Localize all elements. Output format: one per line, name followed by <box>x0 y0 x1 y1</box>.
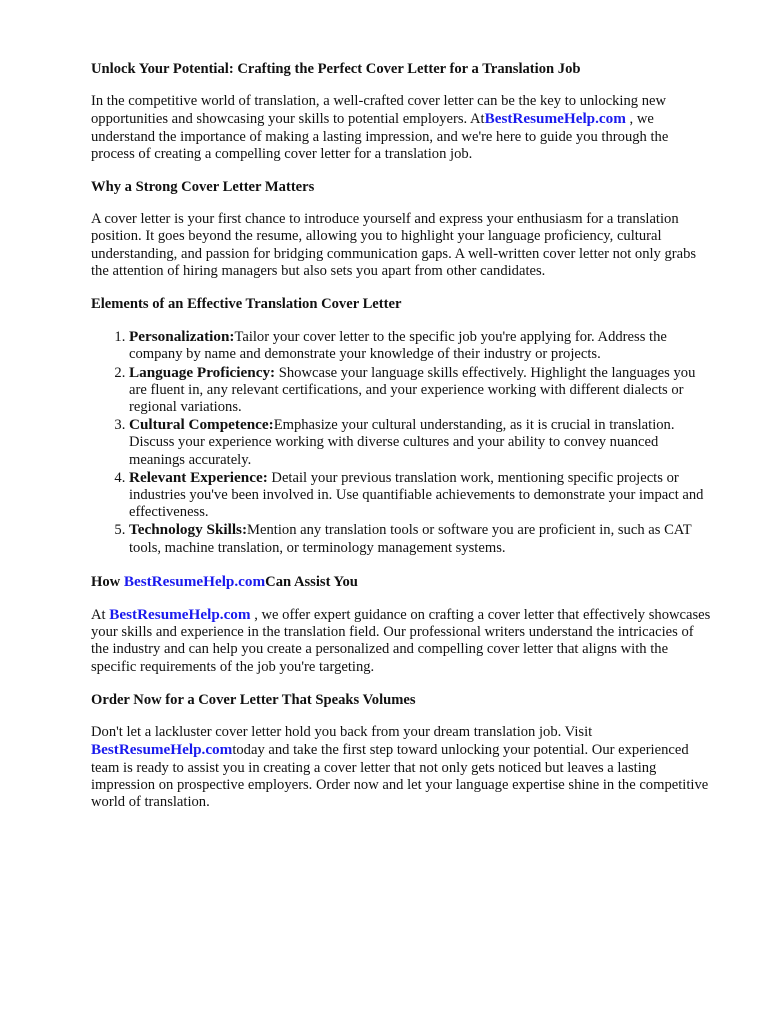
list-item-term: Cultural Competence: <box>129 416 274 434</box>
list-item-text: Showcase your language skills effectively. Highlight the languages you are fluent in, any relevant certifications, and your experience working with different dialects or regional variations. <box>129 364 696 416</box>
section-body-assist <box>91 606 713 676</box>
section-heading-elements: Elements of an Effective Translation Cover Letter <box>91 296 402 313</box>
list-item <box>129 521 713 556</box>
list-item-text: Tailor your cover letter to the specific job you're applying for. Address the company by name and demonstrate your knowledge of their industry or projects. <box>129 329 667 363</box>
intro-paragraph <box>91 93 713 163</box>
section-body-why: A cover letter is your first chance to introduce yourself and express your enthusiasm for a translation position. It goes beyond the resume, allowing you to highlight your language proficiency, cultural understanding, and passion for bridging communication gaps. A well-written cover letter not only grabs the attention of hiring managers but also sets you apart from other candidates. <box>91 211 697 279</box>
list-item-term: Personalization: <box>129 328 235 346</box>
list-item <box>129 416 713 469</box>
list-item-term: Language Proficiency: <box>129 363 276 381</box>
elements-list <box>91 328 713 557</box>
intro-site-link[interactable]: BestResumeHelp.com <box>484 110 626 128</box>
list-item <box>129 364 713 417</box>
heading-text-end: Can Assist You <box>265 573 358 590</box>
section-heading-assist <box>91 573 713 591</box>
section-body-order <box>91 724 713 811</box>
list-item-term: Technology Skills: <box>129 521 248 539</box>
list-item <box>129 469 713 522</box>
list-item-text: Detail your previous translation work, mentioning specific projects or industries you've been involved in. Use quantifiable achievements to demonstrate your impact and effectiveness. <box>129 469 704 521</box>
assist-text-start: At <box>91 607 110 624</box>
document-page <box>91 61 713 811</box>
intro-text-start: In the competitive world of translation, a well-crafted cover letter can be the key to unlocking new opportunities and showcasing your skills to potential employers. At <box>91 93 667 128</box>
order-text-end: today and take the first step toward unlocking your potential. Our experienced team is ready to assist you in creating a cover letter that not only gets noticed but leaves a lasting impression on prospective employers. Order now and let your language expertise shine in the competitive world of translation. <box>91 742 709 810</box>
assist-site-link[interactable]: BestResumeHelp.com <box>109 606 251 624</box>
intro-text-end: , we understand the importance of making a lasting impression, and we're here to guide you through the process of creating a compelling cover letter for a translation job. <box>91 111 669 162</box>
assist-text-end: , we offer expert guidance on crafting a cover letter that effectively showcases your skills and experience in the translation field. Our professional writers understand the intricacies of the industry and can help you create a personalized and compelling cover letter that aligns with the specific requirements of the job you're targeting. <box>91 607 711 675</box>
list-item-term: Relevant Experience: <box>129 468 268 486</box>
heading-text-start: How <box>91 573 124 590</box>
list-item-text: Mention any translation tools or software you are proficient in, such as CAT tools, machine translation, or terminology management systems. <box>129 522 692 556</box>
section-heading-order: Order Now for a Cover Letter That Speaks Volumes <box>91 691 416 708</box>
list-item <box>129 328 713 363</box>
heading-site-link[interactable]: BestResumeHelp.com <box>123 572 266 590</box>
section-heading-why: Why a Strong Cover Letter Matters <box>91 179 315 196</box>
document-title: Unlock Your Potential: Crafting the Perfect Cover Letter for a Translation Job <box>91 61 581 77</box>
order-site-link[interactable]: BestResumeHelp.com <box>91 741 233 759</box>
list-item-text: Emphasize your cultural understanding, as it is crucial in translation. Discuss your experience working with diverse cultures and your ability to convey nuanced meanings accurately. <box>129 417 675 468</box>
order-text-start: Don't let a lackluster cover letter hold you back from your dream translation job. Visit <box>91 724 593 741</box>
